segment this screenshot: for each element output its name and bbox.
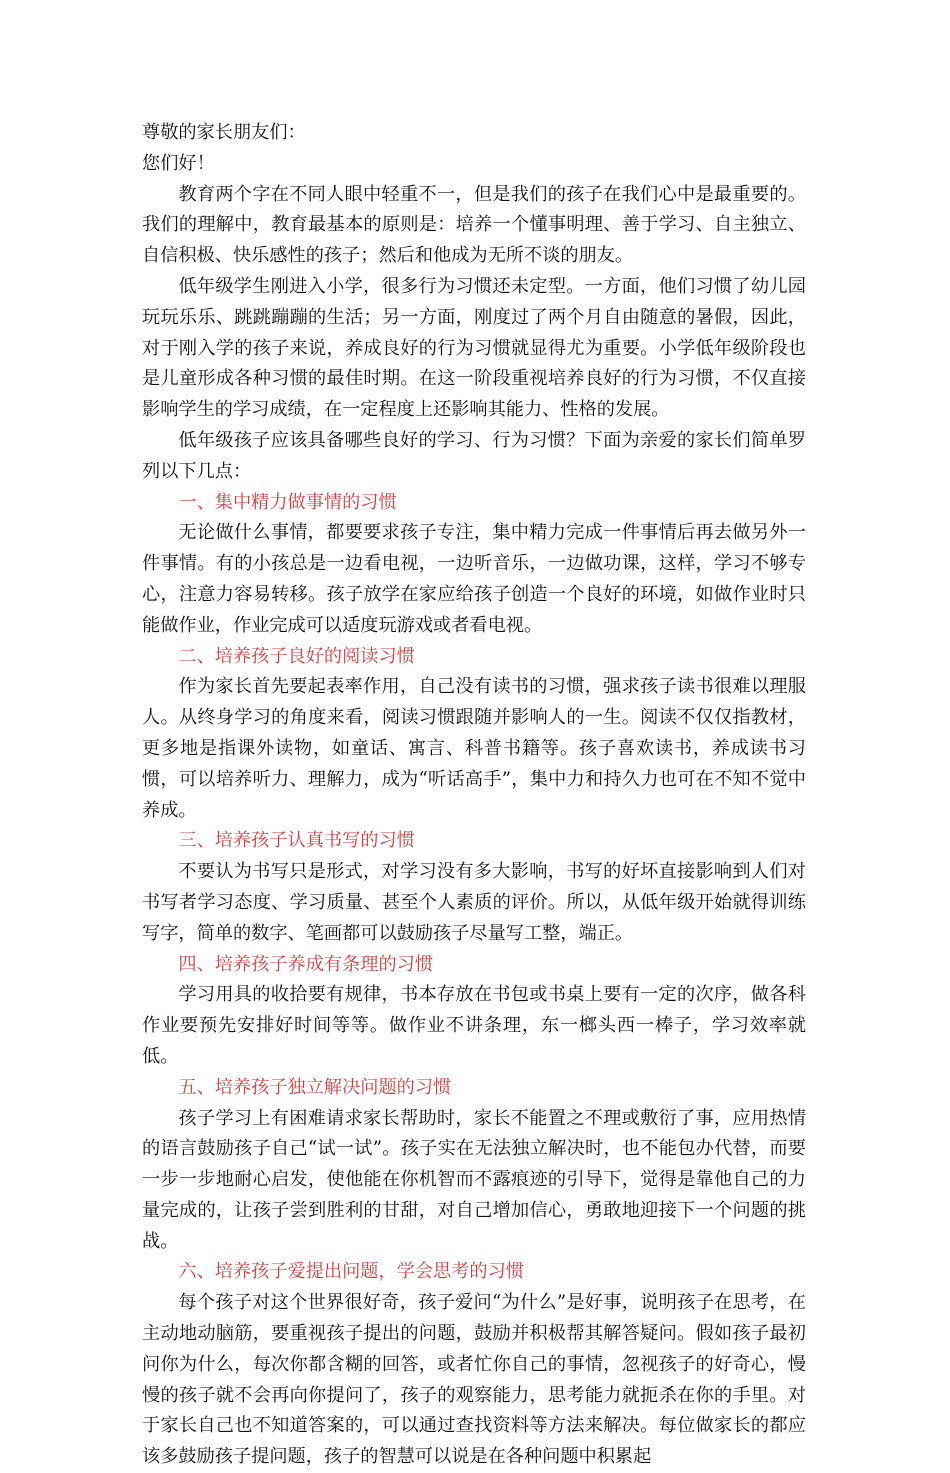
section-body: 作为家长首先要起表率作用，自己没有读书的习惯，强求孩子读书很难以理服人。从终身学习的角度来看，阅读习惯跟随并影响人的一生。阅读不仅仅指教材，更多地是指课外读物，如童话、寓言、科普书籍等。孩子喜欢读书，养成读书习惯，可以培养听力、理解力，成为“听话高手”，集中力和持久力也可在不知不觉中养成。 <box>142 676 806 821</box>
section-heading: 二、培养孩子良好的阅读习惯 <box>178 645 415 667</box>
section-heading: 五、培养孩子独立解决问题的习惯 <box>178 1076 452 1098</box>
section-body: 学习用具的收拾要有规律，书本存放在书包或书桌上要有一定的次序，做各科作业要预先安排好时间等等。做作业不讲条理，东一榔头西一棒子，学习效率就低。 <box>142 984 806 1067</box>
list-intro-paragraph: 低年级孩子应该具备哪些良好的学习、行为习惯？下面为亲爱的家长们简单罗列以下几点： <box>142 429 806 482</box>
section-heading: 一、集中精力做事情的习惯 <box>178 491 397 513</box>
section-body: 无论做什么事情，都要要求孩子专注，集中精力完成一件事情后再去做另外一件事情。有的小孩总是一边看电视，一边听音乐，一边做功课，这样，学习不够专心，注意力容易转移。孩子放学在家应给孩子创造一个良好的环境，如做作业时只能做作业，作业完成可以适度玩游戏或者看电视。 <box>142 522 806 636</box>
section-heading: 三、培养孩子认真书写的习惯 <box>178 830 415 852</box>
letter-body <box>142 118 806 1473</box>
section-heading: 四、培养孩子养成有条理的习惯 <box>178 953 434 975</box>
section-body: 每个孩子对这个世界很好奇，孩子爱问“为什么”是好事，说明孩子在思考，在主动地动脑筋，要重视孩子提出的问题，鼓励并积极帮其解答疑问。假如孩子最初问你为什么，每次你都含糊的回答，或者忙你自己的事情，忽视孩子的好奇心，慢慢的孩子就不会再向你提问了，孩子的观察能力，思考能力就扼杀在你的手里。对于家长自己也不知道答案的，可以通过查找资料等方法来解决。每位做家长的都应该多鼓励孩子提问题，孩子的智慧可以说是在各种问题中积累起 <box>142 1292 806 1468</box>
section-body: 不要认为书写只是形式，对学习没有多大影响，书写的好坏直接影响到人们对书写者学习态度、学习质量、甚至个人素质的评价。所以，从低年级开始就得训练写字，简单的数字、笔画都可以鼓励孩子尽量写工整，端正。 <box>142 861 806 944</box>
salutation: 尊敬的家长朋友们： <box>142 122 306 143</box>
intro-paragraph: 教育两个字在不同人眼中轻重不一，但是我们的孩子在我们心中是最重要的。我们的理解中，教育最基本的原则是：培养一个懂事明理、善于学习、自主独立、自信积极、快乐感性的孩子；然后和他成为无所不谈的朋友。 <box>142 183 806 267</box>
greeting: 您们好！ <box>142 152 215 174</box>
context-paragraph: 低年级学生刚进入小学，很多行为习惯还未定型。一方面，他们习惯了幼儿园玩玩乐乐、跳跳蹦蹦的生活；另一方面，刚度过了两个月自由随意的暑假，因此，对于刚入学的孩子来说，养成良好的行为习惯就显得尤为重要。小学低年级阶段也是儿童形成各种习惯的最佳时期。在这一阶段重视培养良好的行为习惯，不仅直接影响学生的学习成绩，在一定程度上还影响其能力、性格的发展。 <box>142 275 806 421</box>
section-heading: 六、培养孩子爱提出问题，学会思考的习惯 <box>178 1261 524 1283</box>
section-body: 孩子学习上有困难请求家长帮助时，家长不能置之不理或敷衍了事，应用热情的语言鼓励孩子自己“试一试”。孩子实在无法独立解决时，也不能包办代替，而要一步一步地耐心启发，使他能在你机智而不露痕迹的引导下，觉得是靠他自己的力量完成的，让孩子尝到胜利的甘甜，对自己增加信心，勇敢地迎接下一个问题的挑战。 <box>142 1107 806 1252</box>
